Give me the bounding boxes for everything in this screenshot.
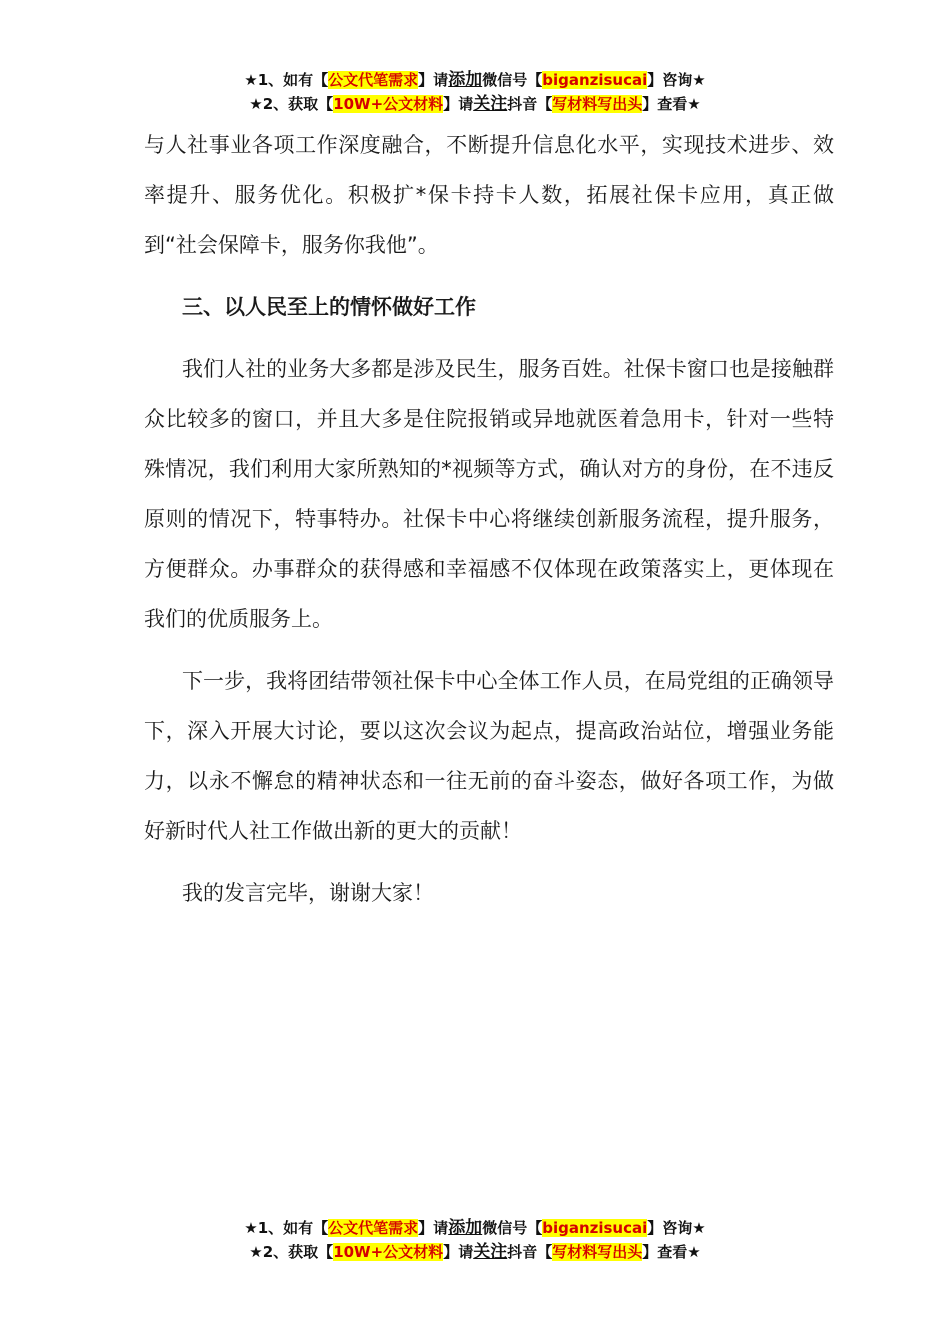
document-body: [144, 120, 834, 930]
banner-text: 抖音【: [507, 1243, 553, 1261]
paragraph-next-steps: 下一步，我将团结带领社保卡中心全体工作人员，在局党组的正确领导下，深入开展大讨论，要以这次会议为起点，提高政治站位，增强业务能力，以永不懈怠的精神状态和一往无前的奋斗姿态，做好各项工作，为做好新时代人社工作做出新的更大的贡献！: [144, 669, 834, 843]
banner-emphasis: 关注: [473, 94, 508, 114]
banner-text: 】请: [443, 1243, 474, 1261]
highlight-douyin-account: 写材料写出头: [552, 95, 643, 113]
banner-text: 】咨询★: [647, 1219, 706, 1237]
banner-line-2: [0, 1240, 950, 1264]
banner-text: 】查看★: [642, 95, 701, 113]
paragraph-continuation: 与人社事业各项工作深度融合，不断提升信息化水平，实现技术进步、效率提升、服务优化。积极扩*保卡持卡人数，拓展社保卡应用，真正做到“社会保障卡，服务你我他”。: [144, 133, 834, 257]
banner-emphasis: 添加: [448, 70, 483, 90]
banner-text: 微信号【: [482, 71, 543, 89]
footer-banner: [0, 1216, 950, 1264]
banner-text: 】请: [418, 71, 449, 89]
banner-line-1: [0, 1216, 950, 1240]
banner-text: ★2、获取【: [249, 1243, 334, 1261]
highlight-wechat-id: biganzisucai: [542, 71, 648, 89]
banner-text: ★1、如有【: [244, 71, 329, 89]
banner-text: 】请: [443, 95, 474, 113]
highlight-service: 公文代笔需求: [328, 71, 419, 89]
highlight-service: 公文代笔需求: [328, 1219, 419, 1237]
banner-text: 】请: [418, 1219, 449, 1237]
highlight-materials: 10W+公文材料: [333, 95, 444, 113]
banner-text: 】咨询★: [647, 71, 706, 89]
banner-text: ★2、获取【: [249, 95, 334, 113]
paragraph-people-first: 我们人社的业务大多都是涉及民生，服务百姓。社保卡窗口也是接触群众比较多的窗口，并且大多是住院报销或异地就医着急用卡，针对一些特殊情况，我们利用大家所熟知的*视频等方式，确认对方的身份，在不违反原则的情况下，特事特办。社保卡中心将继续创新服务流程，提升服务，方便群众。办事群众的获得感和幸福感不仅体现在政策落实上，更体现在我们的优质服务上。: [144, 357, 834, 631]
banner-text: 微信号【: [482, 1219, 543, 1237]
highlight-materials: 10W+公文材料: [333, 1243, 444, 1261]
banner-text: ★1、如有【: [244, 1219, 329, 1237]
banner-text: 抖音【: [507, 95, 553, 113]
banner-emphasis: 添加: [448, 1218, 483, 1238]
banner-line-2: [0, 92, 950, 116]
header-banner: [0, 68, 950, 116]
paragraph-closing: 我的发言完毕，谢谢大家！: [182, 881, 434, 905]
highlight-douyin-account: 写材料写出头: [552, 1243, 643, 1261]
banner-emphasis: 关注: [473, 1242, 508, 1262]
section-heading-3: 三、以人民至上的情怀做好工作: [182, 295, 476, 319]
highlight-wechat-id: biganzisucai: [542, 1219, 648, 1237]
banner-text: 】查看★: [642, 1243, 701, 1261]
banner-line-1: [0, 68, 950, 92]
